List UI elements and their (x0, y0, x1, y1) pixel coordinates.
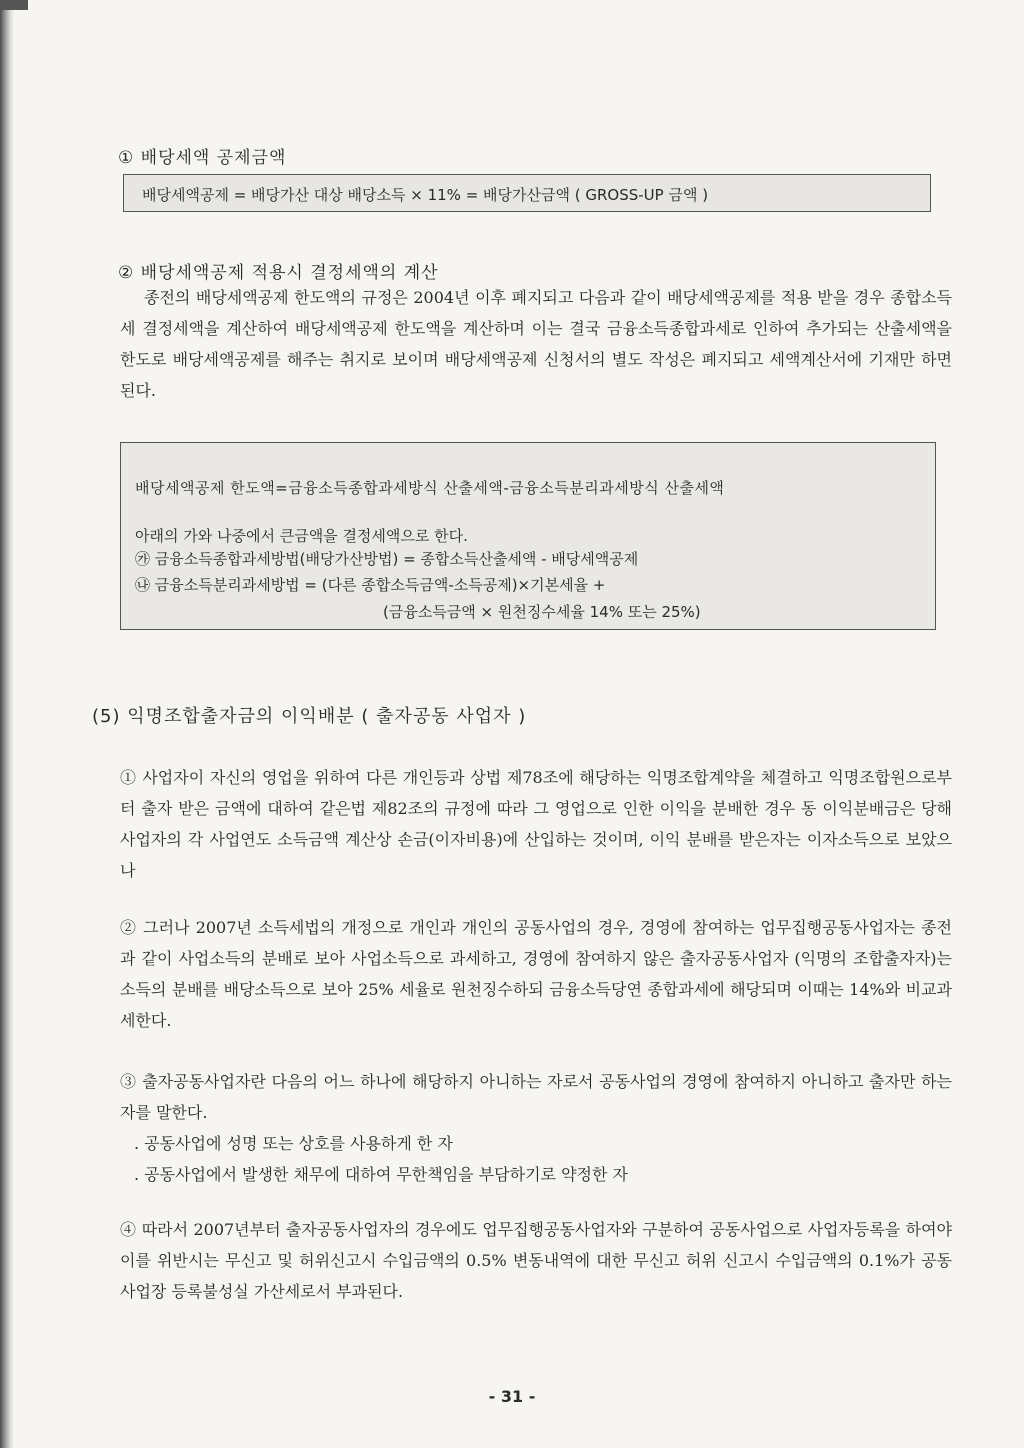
item-3-bullet: . 공동사업에서 발생한 채무에 대하여 무한책임을 부담하기로 약정한 자 (134, 1165, 628, 1184)
paragraph-dividend-credit-limit (120, 282, 952, 406)
formula-text: 배당세액공제 = 배당가산 대상 배당소득 × 11% = 배당가산금액 ( GROSS-UP 금액 ) (142, 186, 709, 204)
item-3-bullet: . 공동사업에 성명 또는 상호를 사용하게 한 자 (134, 1134, 453, 1153)
section-5-title: (5) 익명조합출자금의 이익배분 ( 출자공동 사업자 ) (92, 706, 527, 727)
method-na-line: ㉯ 금융소득분리과세방법 = (다른 종합소득금액-소득공제)×기본세율 + (135, 576, 606, 594)
item-3-text: ③ 출자공동사업자란 다음의 어느 하나에 해당하지 아니하는 자로서 공동사업의 경영에 참여하지 아니하고 출자만 하는 자를 말한다. (120, 1072, 952, 1122)
method-ga-line: ㉮ 금융소득종합과세방법(배당가산방법) = 종합소득산출세액 - 배당세액공제 (135, 550, 639, 568)
formula-box (123, 174, 931, 212)
limit-formula-box (120, 442, 936, 630)
heading-decided-tax-calculation: ② 배당세액공제 적용시 결정세액의 계산 (118, 263, 439, 283)
section-5-item-1 (120, 762, 952, 886)
section-5-item-3 (120, 1066, 952, 1190)
heading-dividend-credit-amount: ① 배당세액 공제금액 (118, 148, 287, 168)
item-2-text: ② 그러나 2007년 소득세법의 개정으로 개인과 개인의 공동사업의 경우, 경영에 참여하는 업무집행공동사업자는 종전과 같이 사업소득의 분배로 보아 사업소득으로 과세하고, 경영에 참여하지 않은 출자공동사업자 (익명의 조합출자자)는 소득의 분배를 배당소득으로 보아 25% 세율로 원천징수하되 금융소득당연 종합과세에 해당되며 이때는 14%와 비교과세한다. (120, 918, 952, 1030)
limit-formula-line: 배당세액공제 한도액=금융소득종합과세방식 산출세액-금융소득분리과세방식 산출세액 (135, 479, 725, 497)
section-5-item-2 (120, 912, 952, 1036)
page-binding-edge (0, 0, 14, 1448)
paragraph-text: 종전의 배당세액공제 한도액의 규정은 2004년 이후 폐지되고 다음과 같이 배당세액공제를 적용 받을 경우 종합소득세 결정세액을 계산하여 배당세액공제 한도액을 계산하며 이는 결국 금융소득종합과세로 인하여 추가되는 산출세액을 한도로 배당세액공제를 해주는 취지로 보이며 배당세액공제 신청서의 별도 작성은 폐지되고 세액계산서에 기재만 하면된다. (120, 288, 952, 400)
method-na-continuation: (금융소득금액 × 원천징수세율 14% 또는 25%) (383, 603, 701, 621)
page-corner-shadow (0, 0, 28, 10)
rule-line: 아래의 가와 나중에서 큰금액을 결정세액으로 한다. (135, 527, 468, 545)
section-5-item-4 (120, 1214, 952, 1307)
page-number: - 31 - (488, 1387, 536, 1406)
item-1-text: ① 사업자이 자신의 영업을 위하여 다른 개인등과 상법 제78조에 해당하는 익명조합계약을 체결하고 익명조합원으로부터 출자 받은 금액에 대하여 같은법 제82조의 규정에 따라 그 영업으로 인한 이익을 분배한 경우 동 이익분배금은 당해 사업자의 각 사업연도 소득금액 계산상 손금(이자비용)에 산입하는 것이며, 이익 분배를 받은자는 이자소득으로 보았으나 (120, 768, 952, 880)
item-4-text: ④ 따라서 2007년부터 출자공동사업자의 경우에도 업무집행공동사업자와 구분하여 공동사업으로 사업자등록을 하여야 이를 위반시는 무신고 및 허위신고시 수입금액의 0.5% 변동내역에 대한 무신고 허위 신고시 수입금액의 0.1%가 공동사업장 등록불성실 가산세로서 부과된다. (120, 1220, 952, 1301)
